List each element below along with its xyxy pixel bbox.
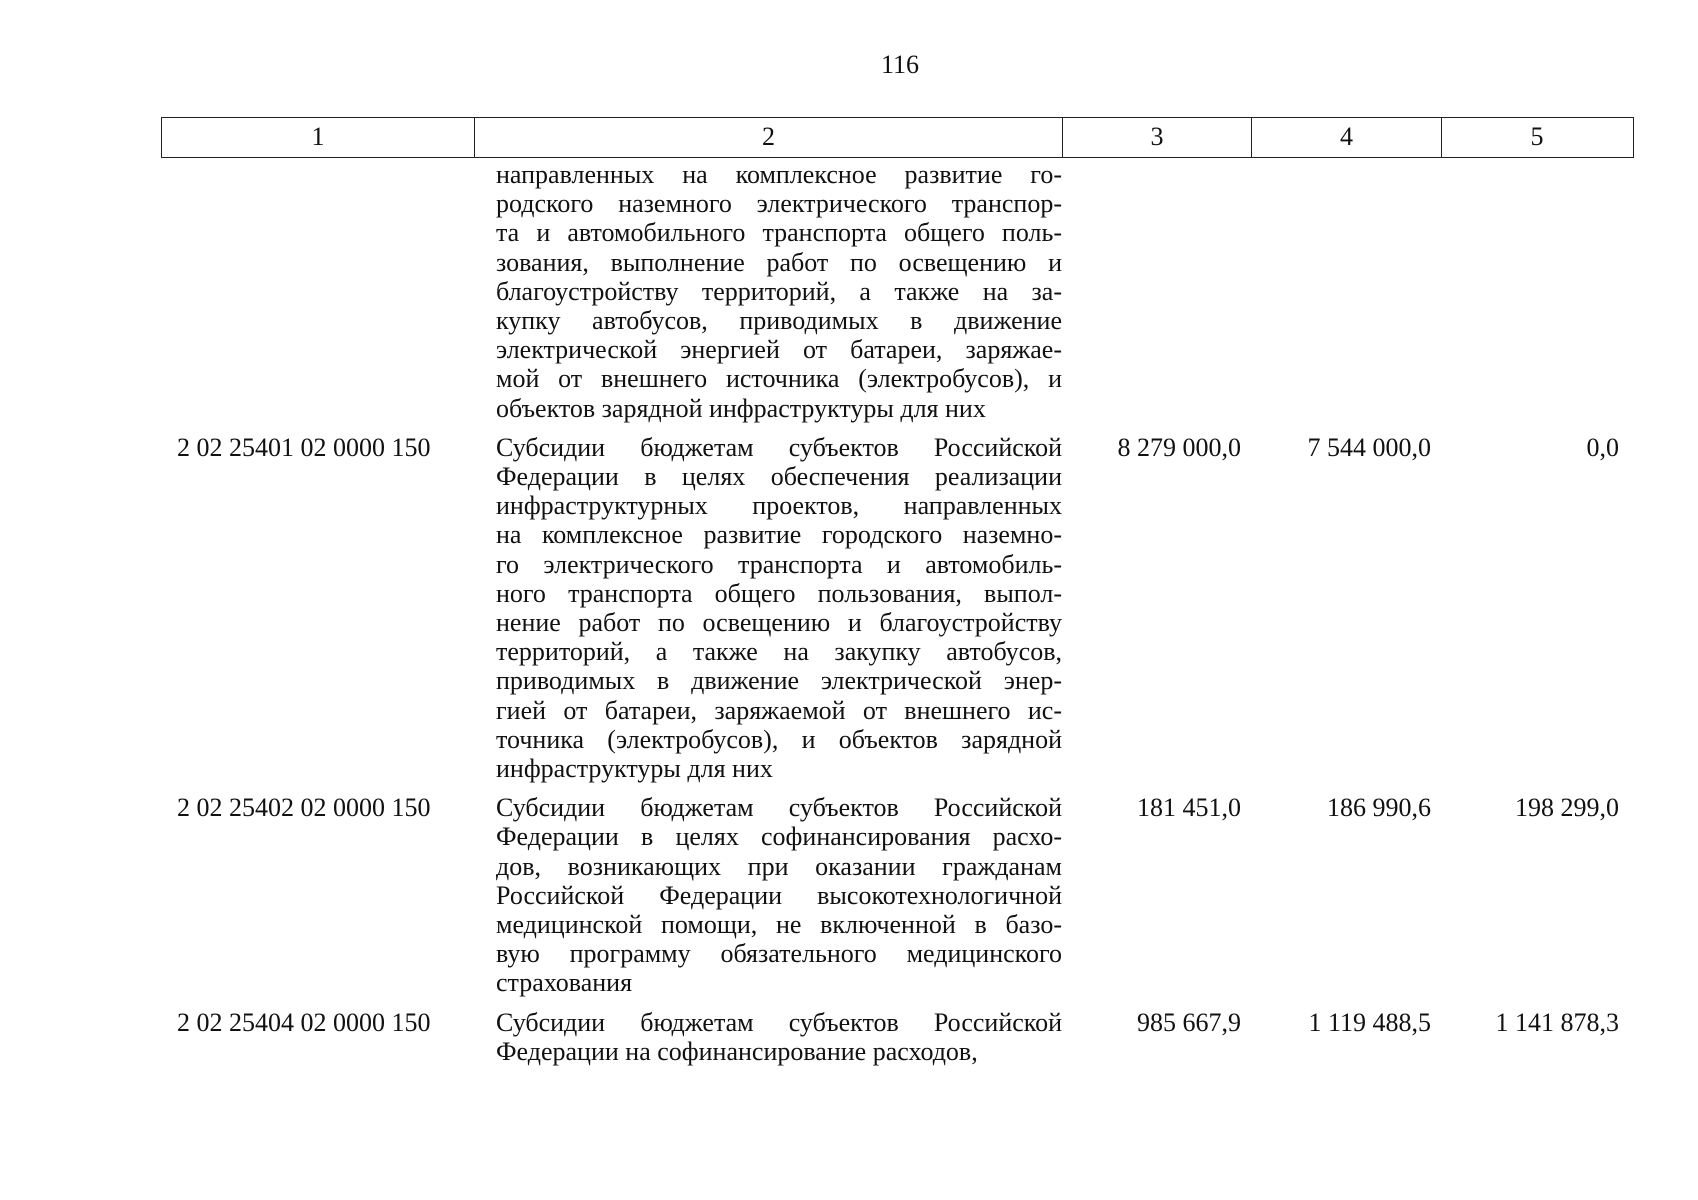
description-line: Субсидии бюджетам субъектов Российской — [496, 793, 1062, 823]
description-line: купку автобусов, приводимых в движение — [496, 306, 1062, 336]
table-body — [161, 158, 1634, 1066]
row-value-col-5: 198 299,0 — [1515, 793, 1619, 823]
row-value-col-4: 1 119 488,5 — [1308, 1007, 1431, 1037]
description-line: го электрического транспорта и автомобиль- — [496, 549, 1062, 579]
row-value-col-3: 181 451,0 — [1137, 793, 1241, 823]
row-code: 2 02 25404 02 0000 150 — [177, 1007, 431, 1037]
description-line: Субсидии бюджетам субъектов Российской — [496, 1007, 1062, 1037]
table-row — [161, 433, 1634, 783]
description-line: страхования — [496, 968, 633, 998]
description-line: вую программу обязательного медицинского — [496, 939, 1062, 969]
row-code: 2 02 25401 02 0000 150 — [177, 432, 431, 462]
description-line: инфраструктурных проектов, направленных — [496, 491, 1062, 521]
row-code: 2 02 25402 02 0000 150 — [177, 793, 431, 823]
description-line: дов, возникающих при оказании гражданам — [496, 851, 1062, 881]
description-line: направленных на комплексное развитие го- — [496, 160, 1062, 189]
row-value-col-3: 8 279 000,0 — [1117, 432, 1241, 462]
row-description — [474, 160, 1062, 423]
description-line: нение работ по освещению и благоустройству — [496, 608, 1062, 638]
description-line: Субсидии бюджетам субъектов Российской — [496, 432, 1062, 462]
row-description — [474, 793, 1062, 997]
description-line: благоустройству территорий, а также на за- — [496, 276, 1062, 306]
page-number: 116 — [880, 50, 920, 79]
description-line: Федерации в целях софинансирования расхо- — [496, 822, 1062, 852]
description-line: Российской Федерации высокотехнологичной — [496, 880, 1062, 910]
header-col-1: 1 — [162, 118, 475, 157]
description-line: на комплексное развитие городского наземно- — [496, 520, 1062, 550]
description-line: территорий, а также на закупку автобусов, — [496, 637, 1062, 667]
header-col-4: 4 — [1252, 118, 1442, 157]
description-line: мой от внешнего источника (электробусов), и — [496, 364, 1062, 394]
description-line: гией от батареи, заряжаемой от внешнего ис- — [496, 695, 1062, 725]
row-description — [474, 433, 1062, 783]
row-description — [474, 1008, 1062, 1066]
description-line: зования, выполнение работ по освещению и — [496, 247, 1062, 277]
table-row — [161, 160, 1634, 423]
description-line: та и автомобильного транспорта общего поль- — [496, 218, 1062, 248]
header-col-3: 3 — [1063, 118, 1252, 157]
description-line: приводимых в движение электрической энер- — [496, 666, 1062, 696]
description-line: инфраструктуры для них — [496, 754, 773, 784]
row-code — [161, 160, 474, 423]
header-col-5: 5 — [1530, 122, 1544, 151]
description-line: медицинской помощи, не включенной в базо- — [496, 910, 1062, 940]
row-value-col-3: 985 667,9 — [1137, 1007, 1241, 1037]
row-value-col-3 — [1062, 160, 1251, 423]
table-row — [161, 1008, 1634, 1066]
description-line: родского наземного электрического транспор- — [496, 189, 1062, 219]
row-value-col-4: 186 990,6 — [1327, 793, 1431, 823]
description-line: Федерации в целях обеспечения реализации — [496, 462, 1062, 492]
row-value-col-5: 1 141 878,3 — [1495, 1007, 1619, 1037]
table-row — [161, 793, 1634, 997]
description-line: Федерации на софинансирование расходов, — [496, 1036, 978, 1066]
description-line: электрической энергией от батареи, заряжае- — [496, 335, 1062, 365]
row-value-col-4 — [1251, 160, 1441, 423]
header-col-2: 2 — [475, 118, 1063, 157]
description-line: объектов зарядной инфраструктуры для них — [496, 393, 986, 423]
row-value-col-5: 0,0 — [1586, 432, 1619, 462]
table-header — [161, 117, 1634, 158]
description-line: ного транспорта общего пользования, выпол- — [496, 578, 1062, 608]
row-value-col-5 — [1441, 160, 1631, 423]
description-line: точника (электробусов), и объектов зарядной — [496, 724, 1062, 754]
row-value-col-4: 7 544 000,0 — [1307, 432, 1431, 462]
